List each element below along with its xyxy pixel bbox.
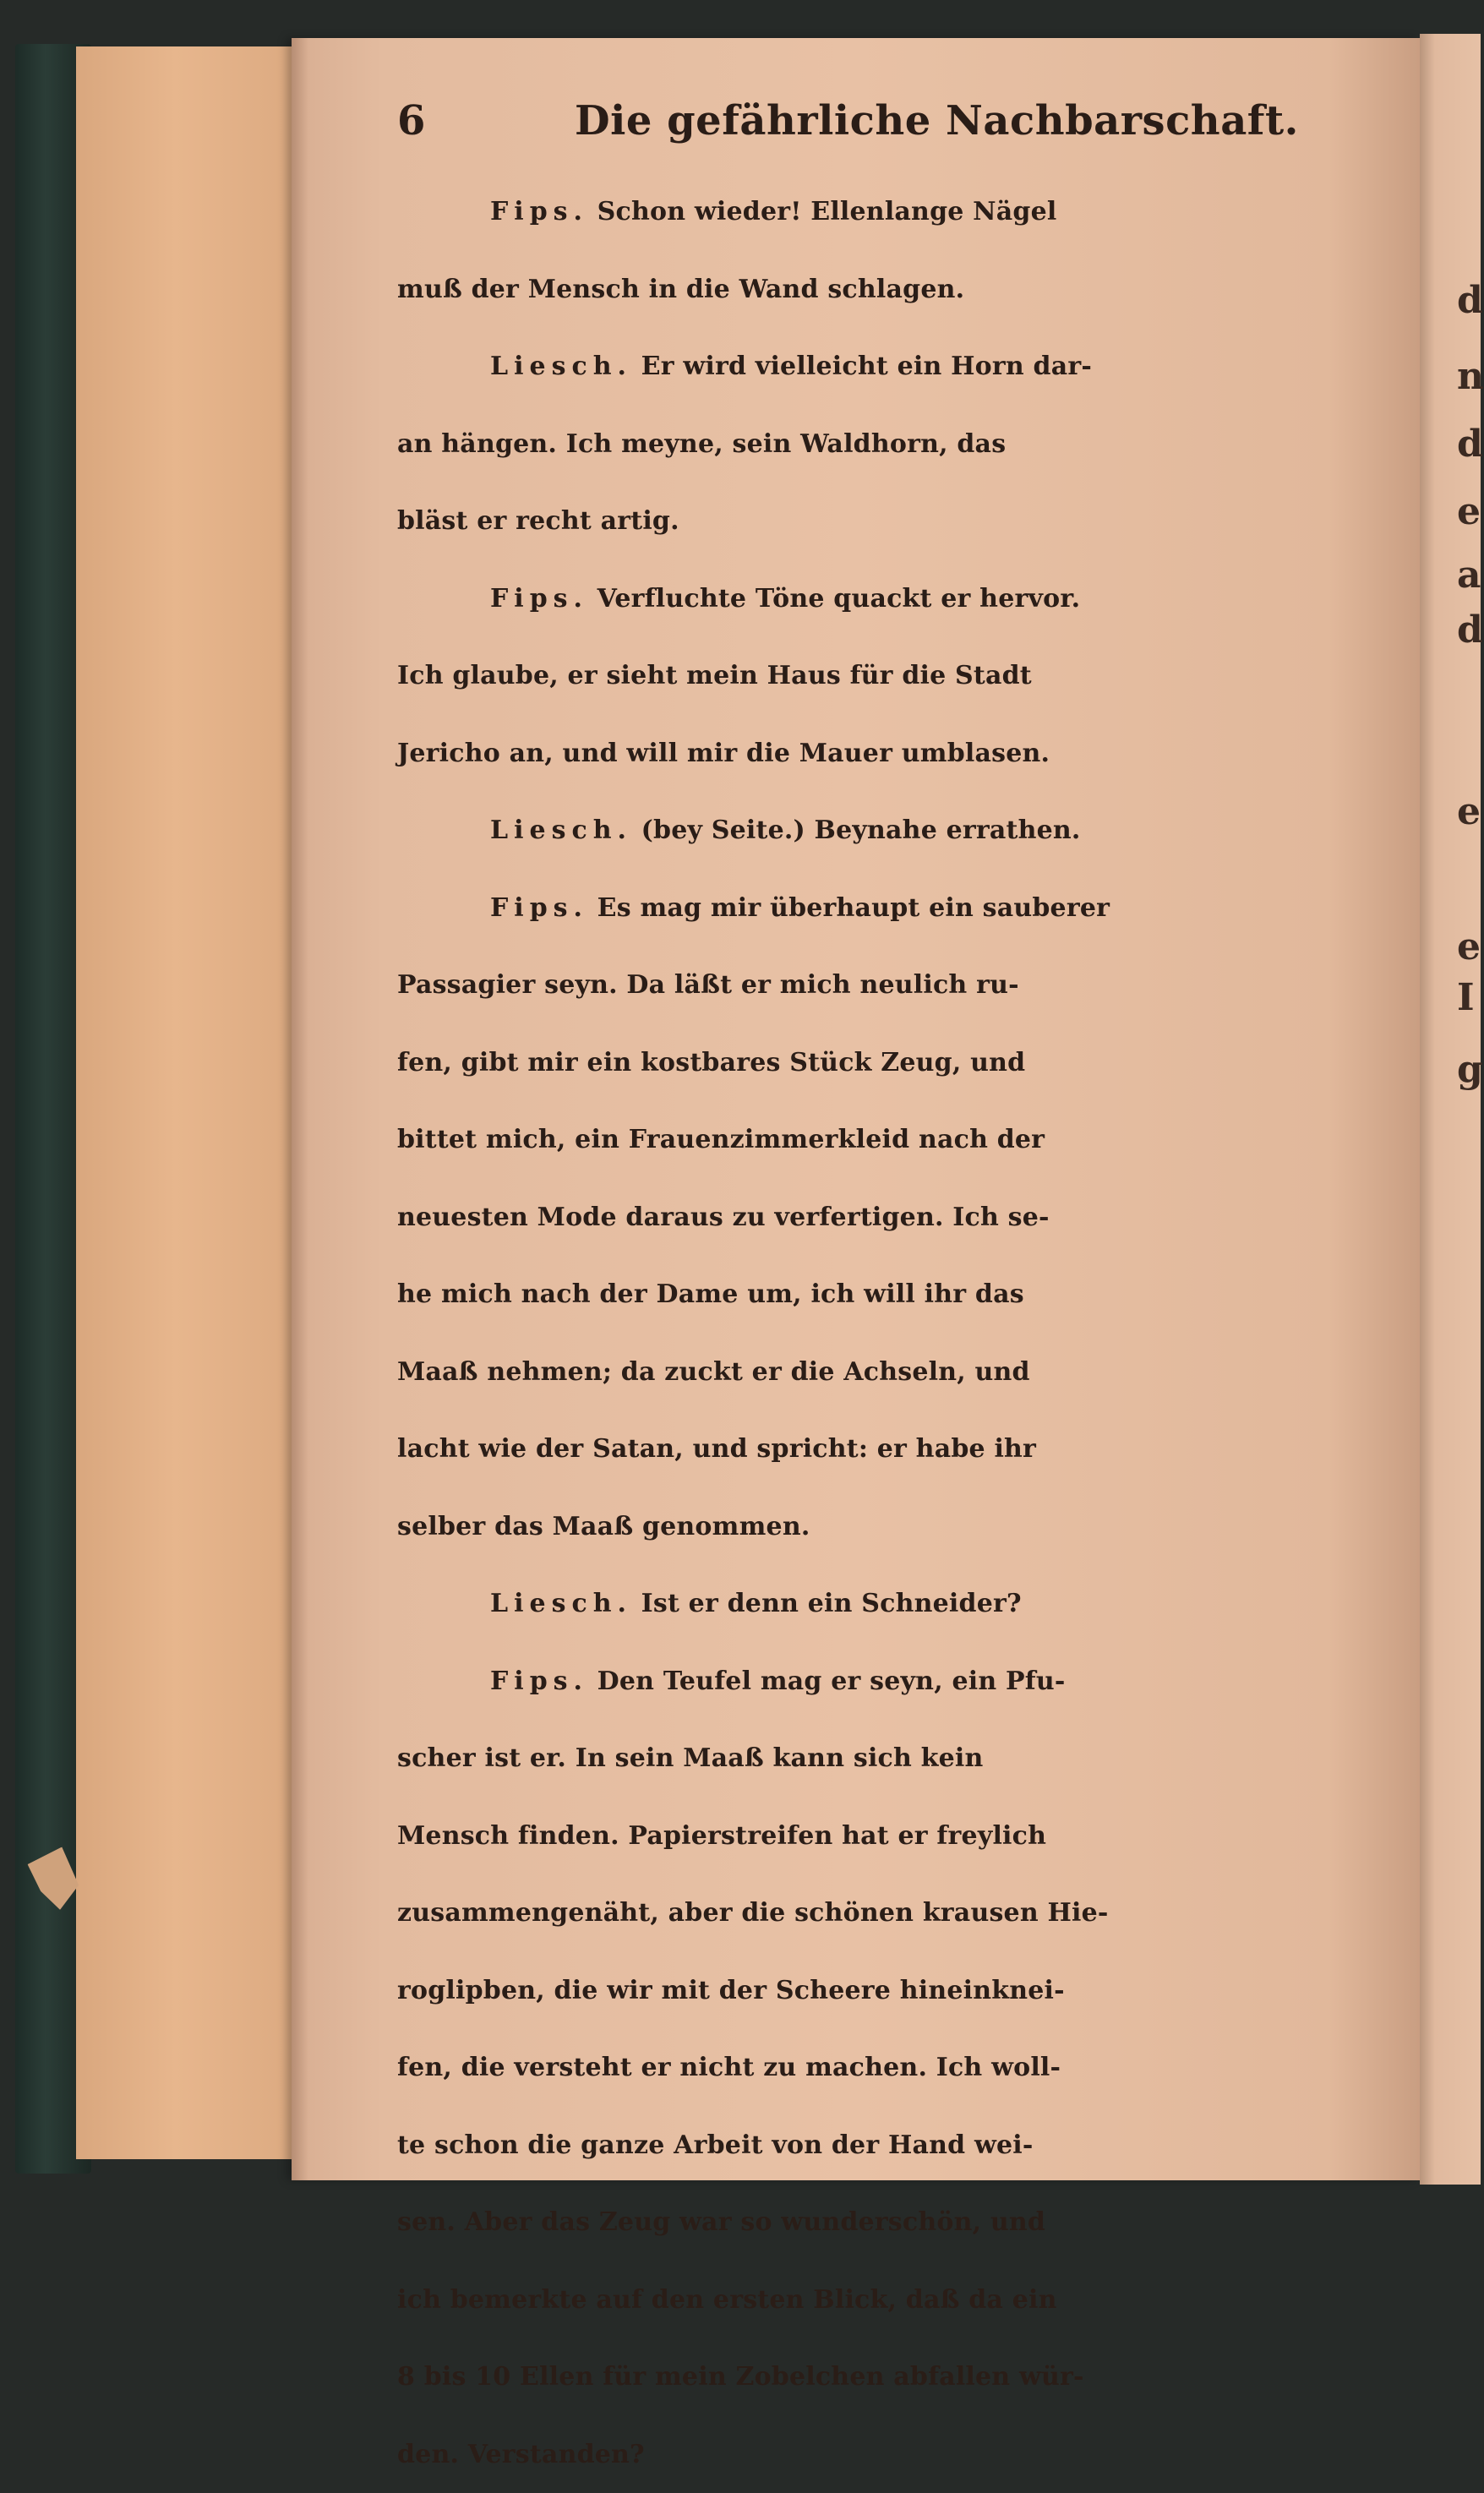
text-line: [397, 1643, 1378, 1721]
text-line: [397, 2107, 1378, 2185]
text-line: [397, 2029, 1378, 2107]
text-line: [397, 870, 1378, 947]
page-number: 6: [397, 97, 425, 145]
next-page-letter: d: [1457, 423, 1483, 466]
line-text: Mensch finden. Papierstreifen hat er freylich: [397, 1821, 1046, 1851]
text-line: [397, 1720, 1378, 1797]
text-line: [397, 946, 1378, 1024]
line-text: Ist er denn ein Schneider?: [632, 1589, 1022, 1618]
line-text: Schon wieder! Ellenlange Nägel: [588, 197, 1056, 226]
text-line: [397, 560, 1378, 638]
line-text: roglipben, die wir mit der Scheere hineinknei-: [397, 1976, 1065, 2005]
next-page-letter: e: [1457, 490, 1481, 533]
text-line: [397, 1024, 1378, 1102]
line-text: he mich nach der Dame um, ich will ihr das: [397, 1279, 1024, 1309]
next-page-edge: [1420, 34, 1481, 2185]
page-header: [397, 97, 1378, 173]
line-text: te schon die ganze Arbeit von der Hand wei-: [397, 2130, 1034, 2160]
text-line: [397, 1952, 1378, 2030]
speaker-name: Fips.: [490, 893, 588, 923]
text-line: [397, 1101, 1378, 1179]
next-page-letter: n: [1457, 355, 1484, 398]
running-head: Die gefährliche Nachbarschaft.: [575, 97, 1299, 145]
line-text: Passagier seyn. Da läßt er mich neulich ru-: [397, 970, 1019, 1000]
line-text: sen. Aber das Zeug war so wunderschön, und: [397, 2207, 1045, 2237]
text-line: [397, 2416, 1378, 2493]
line-text: (bey Seite.) Beynahe errathen.: [632, 816, 1081, 845]
line-text: scher ist er. In sein Maaß kann sich kein: [397, 1743, 984, 1773]
text-line: [397, 637, 1378, 715]
line-text: an hängen. Ich meyne, sein Waldhorn, das: [397, 429, 1006, 459]
line-text: selber das Maaß genommen.: [397, 1512, 810, 1541]
text-line: [397, 1179, 1378, 1257]
line-text: neuesten Mode daraus zu verfertigen. Ich se-: [397, 1203, 1050, 1232]
text-line: [397, 483, 1378, 560]
next-page-letter: d: [1457, 279, 1483, 322]
text-line: [397, 406, 1378, 483]
text-line: [397, 1256, 1378, 1334]
page-gutter-shadow: [292, 38, 308, 2180]
line-text: Den Teufel mag er seyn, ein Pfu-: [588, 1667, 1066, 1696]
text-line: [397, 792, 1378, 870]
text-lines: [397, 173, 1378, 2493]
text-line: [397, 2338, 1378, 2416]
next-page-letter: g: [1457, 1048, 1483, 1091]
text-line: [397, 173, 1378, 251]
line-text: zusammengenäht, aber die schönen krausen Hie-: [397, 1898, 1109, 1928]
line-text: lacht wie der Satan, und spricht: er habe ihr: [397, 1434, 1036, 1464]
line-text: bläst er recht artig.: [397, 506, 679, 536]
page-text-block: [397, 97, 1378, 2493]
line-text: bittet mich, ein Frauenzimmerkleid nach der: [397, 1125, 1045, 1154]
speaker-name: Fips.: [490, 584, 588, 614]
line-text: fen, gibt mir ein kostbares Stück Zeug, und: [397, 1048, 1025, 1077]
line-text: Ich glaube, er sieht mein Haus für die Stadt: [397, 661, 1032, 690]
text-line: [397, 1334, 1378, 1411]
next-page-letter: e: [1457, 790, 1481, 833]
next-page-letter: e: [1457, 925, 1481, 968]
text-line: [397, 1488, 1378, 1566]
line-text: Maaß nehmen; da zuckt er die Achseln, und: [397, 1357, 1030, 1387]
text-line: [397, 1874, 1378, 1952]
line-text: Er wird vielleicht ein Horn dar-: [632, 352, 1092, 381]
line-text: den. Verstanden?: [397, 2440, 645, 2469]
speaker-name: Liesch.: [490, 1589, 632, 1618]
book-cover-board: [76, 46, 297, 2159]
line-text: muß der Mensch in die Wand schlagen.: [397, 275, 964, 304]
text-line: [397, 1565, 1378, 1643]
line-text: fen, die versteht er nicht zu machen. Ich woll-: [397, 2053, 1061, 2082]
text-line: [397, 328, 1378, 406]
next-page-letter: d: [1457, 608, 1483, 652]
text-line: [397, 2184, 1378, 2261]
line-text: ich bemerkte auf den ersten Blick, daß da ein: [397, 2285, 1057, 2315]
text-line: [397, 1797, 1378, 1875]
line-text: Jericho an, und will mir die Mauer umblasen.: [397, 739, 1050, 768]
text-line: [397, 1410, 1378, 1488]
text-line: [397, 715, 1378, 793]
line-text: 8 bis 10 Ellen für mein Zobelchen abfallen wür-: [397, 2362, 1084, 2392]
text-line: [397, 251, 1378, 329]
text-line: [397, 2261, 1378, 2339]
speaker-name: Liesch.: [490, 816, 632, 845]
line-text: Verfluchte Töne quackt er hervor.: [588, 584, 1080, 614]
next-page-letter: a: [1457, 554, 1481, 597]
next-page-letter: I: [1457, 976, 1475, 1019]
speaker-name: Liesch.: [490, 352, 632, 381]
line-text: Es mag mir überhaupt ein sauberer: [588, 893, 1110, 923]
speaker-name: Fips.: [490, 1667, 588, 1696]
speaker-name: Fips.: [490, 197, 588, 226]
